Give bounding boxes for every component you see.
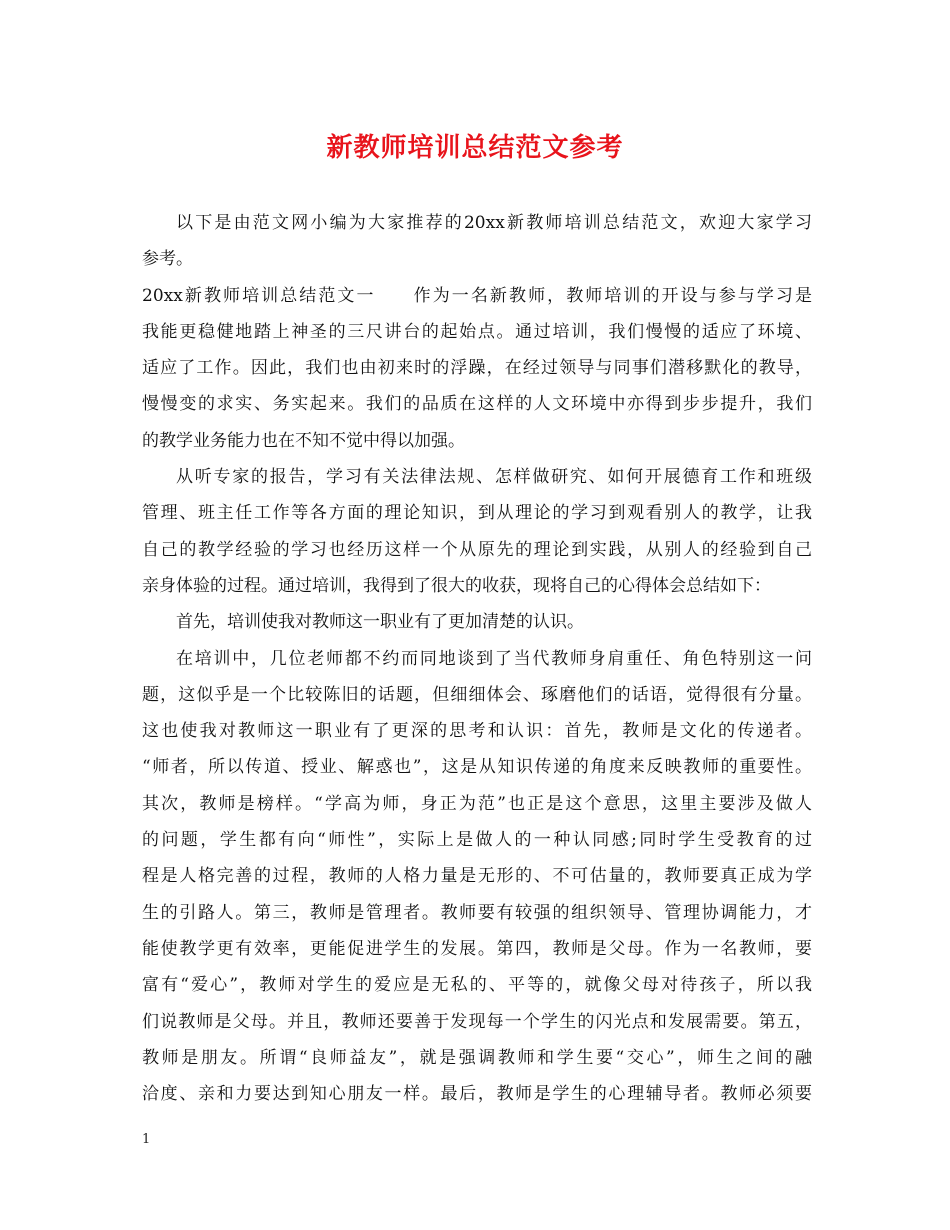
text-line: 生的引路人。第三，教师是管理者。教师要有较强的组织领导、管理协调能力，才 — [142, 902, 812, 923]
text-line: 在培训中，几位老师都不约而同地谈到了当代教师身肩重任、角色特别这一问 — [176, 648, 812, 669]
text-line: 管理、班主任工作等各方面的理论知识，到从理论的学习到观看别人的教学，让我 — [142, 503, 812, 524]
text-line: 的教学业务能力也在不知不觉中得以加强。 — [142, 430, 465, 451]
text-line: 适应了工作。因此，我们也由初来时的浮躁，在经过领导与同事们潜移默化的教导， — [142, 358, 812, 379]
text-line: 慢慢变的求实、务实起来。我们的品质在这样的人文环境中亦得到步步提升，我们 — [142, 394, 812, 415]
text-line: 程是人格完善的过程，教师的人格力量是无形的、不可估量的，教师要真正成为学 — [142, 866, 812, 887]
text-line: 我能更稳健地踏上神圣的三尺讲台的起始点。通过培训，我们慢慢的适应了环境、 — [142, 321, 812, 342]
text-line: “师者，所以传道、授业、解惑也”，这是从知识传递的角度来反映教师的重要性。 — [142, 757, 812, 778]
text-line: 从听专家的报告，学习有关法律法规、怎样做研究、如何开展德育工作和班级 — [176, 467, 812, 488]
text-line: 这也使我对教师这一职业有了更深的思考和认识：首先，教师是文化的传递者。 — [142, 721, 812, 742]
text-line: 20xx新教师培训总结范文一 作为一名新教师，教师培训的开设与参与学习是 — [142, 285, 812, 306]
text-line: 洽度、亲和力要达到知心朋友一样。最后，教师是学生的心理辅导者。教师必须要 — [142, 1084, 812, 1105]
text-line: 们说教师是父母。并且，教师还要善于发现每一个学生的闪光点和发展需要。第五， — [142, 1011, 812, 1032]
text-line: 的问题，学生都有向“师性”，实际上是做人的一种认同感;同时学生受教育的过 — [142, 830, 812, 851]
text-line: 参考。 — [142, 249, 193, 270]
text-line: 其次，教师是榜样。“学高为师，身正为范”也正是这个意思，这里主要涉及做人 — [142, 793, 812, 814]
document-body — [142, 205, 812, 1112]
document-title: 新教师培训总结范文参考 — [326, 133, 624, 163]
text-line: 亲身体验的过程。通过培训，我得到了很大的收获，现将自己的心得体会总结如下： — [142, 575, 771, 596]
text-line: 题，这似乎是一个比较陈旧的话题，但细细体会、琢磨他们的话语，觉得很有分量。 — [142, 684, 812, 705]
text-line: 富有“爱心”，教师对学生的爱应是无私的、平等的，就像父母对待孩子，所以我 — [142, 975, 812, 996]
text-line: 能使教学更有效率，更能促进学生的发展。第四，教师是父母。作为一名教师，要 — [142, 938, 812, 959]
page-number: 1 — [142, 1132, 151, 1147]
text-line: 以下是由范文网小编为大家推荐的20xx新教师培训总结范文，欢迎大家学习 — [176, 213, 812, 233]
text-line: 自己的教学经验的学习也经历这样一个从原先的理论到实践，从别人的经验到自己 — [142, 539, 812, 560]
text-line: 首先，培训使我对教师这一职业有了更加清楚的认识。 — [176, 612, 584, 633]
text-line: 教师是朋友。所谓“良师益友”，就是强调教师和学生要“交心”，师生之间的融 — [142, 1047, 812, 1068]
